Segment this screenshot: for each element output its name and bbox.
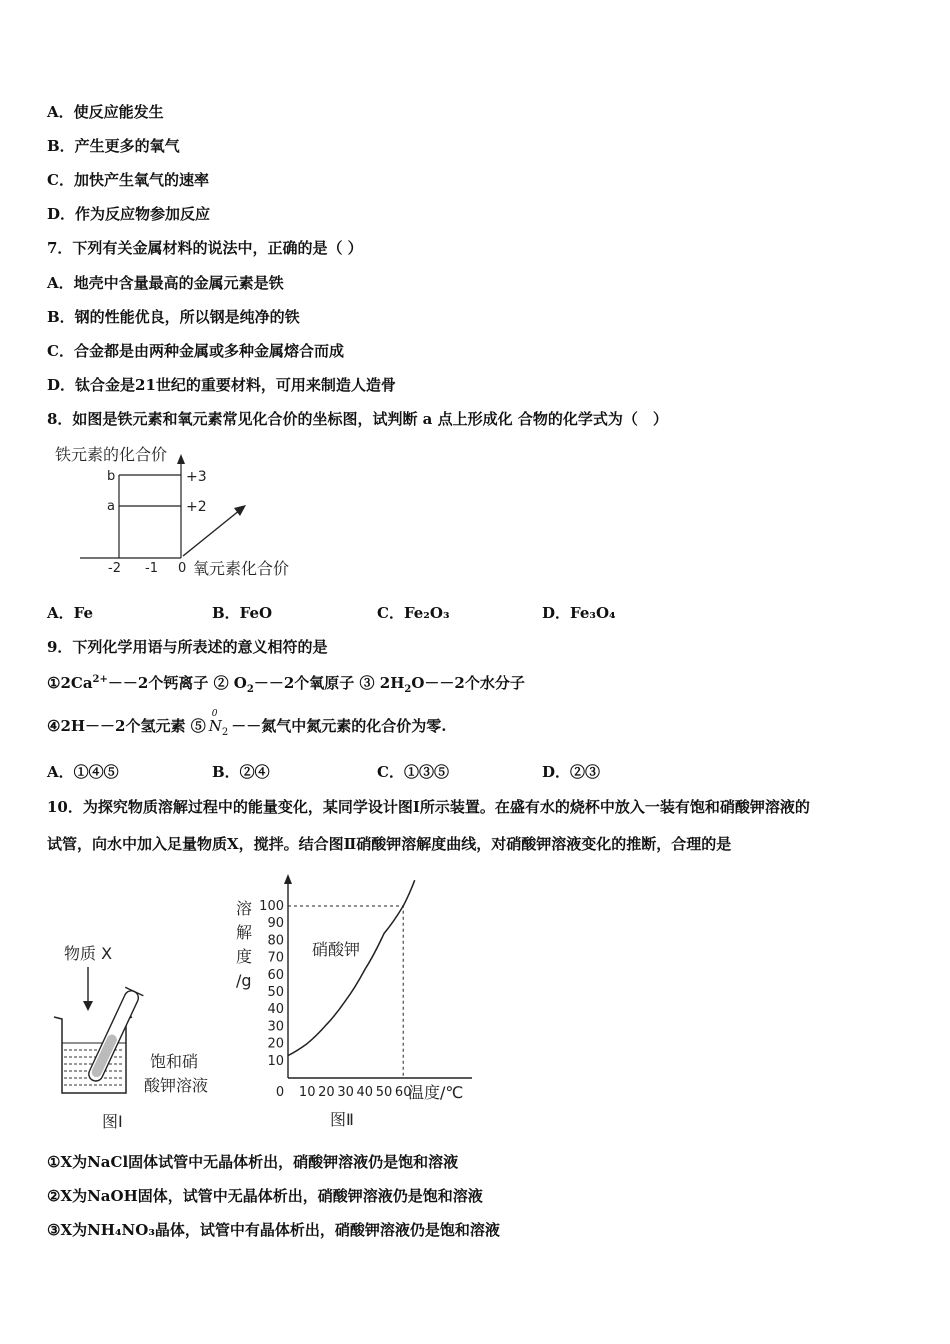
q10-statement-2: ②X为NaOH固体，试管中无晶体析出，硝酸钾溶液仍是饱和溶液 <box>47 1187 483 1205</box>
y-axis-label-char: 溶 <box>236 899 253 918</box>
y-tick-label: 20 <box>267 1036 284 1052</box>
q9-line1 <box>47 670 525 700</box>
q9-option-d: D．②③ <box>542 763 601 781</box>
q6-option-b: B．产生更多的氧气 <box>47 137 180 155</box>
y-tick-label: 100 <box>259 899 284 914</box>
q8-x-tick: -1 <box>145 561 158 576</box>
kno3-solubility-curve <box>288 880 415 1055</box>
q7-option-c: C．合金都是由两种金属或多种金属熔合而成 <box>47 342 344 360</box>
y-tick-label: 70 <box>267 950 284 966</box>
q9-item1: $①2Ca^{2+}--2$个钙离子 <box>47 674 209 692</box>
x-tick-label: 10 <box>298 1085 316 1100</box>
q7-stem: 7．下列有关金属材料的说法中，正确的是（ ） <box>47 239 363 257</box>
q6-option-a: A．使反应能发生 <box>47 103 164 121</box>
q8-x-tick: 0 <box>178 561 187 576</box>
q8-value-plus3: +3 <box>186 469 207 485</box>
x-axis-label: 温度/℃ <box>408 1083 464 1102</box>
q6-option-c: C．加快产生氧气的速率 <box>47 171 209 189</box>
q8-point-a: a <box>107 499 115 514</box>
q10-solution-label-1: 饱和硝 <box>150 1052 199 1071</box>
y-tick-label: 10 <box>267 1053 284 1069</box>
q10-statement-3: ③X为NH₄NO₃晶体，试管中有晶体析出，硝酸钾溶液仍是饱和溶液 <box>47 1221 500 1239</box>
q8-option-b: B．FeO <box>212 604 273 622</box>
q7-option-d: D．钛合金是21世纪的重要材料，可用来制造人造骨 <box>47 376 396 394</box>
y-axis-label-char: 解 <box>236 923 253 942</box>
q8-value-plus2: +2 <box>186 499 207 515</box>
y-tick-label: 80 <box>267 933 284 949</box>
q9-option-c: C．①③⑤ <box>377 763 449 781</box>
q10-solution-label-2: 酸钾溶液 <box>144 1076 209 1095</box>
x-tick-label: 20 <box>318 1085 335 1100</box>
y-tick-label: 30 <box>267 1019 284 1035</box>
q9-line2 <box>47 709 447 743</box>
y-axis-label-char: /g <box>236 971 252 990</box>
q8-valence-figure <box>50 440 310 585</box>
q9-option-b: B．②④ <box>212 763 270 781</box>
q10-fig2-caption: 图Ⅱ <box>330 1110 354 1129</box>
q7-option-a: A．地壳中含量最高的金属元素是铁 <box>47 274 284 292</box>
curve-label: 硝酸钾 <box>312 940 361 959</box>
q8-option-d: D．Fe₃O₄ <box>542 604 616 622</box>
q7-option-b: B．钢的性能优良，所以钢是纯净的铁 <box>47 308 300 326</box>
y-tick-label: 40 <box>267 1002 284 1018</box>
q10-figure-2 <box>232 870 482 1135</box>
q9-option-a: A．①④⑤ <box>47 763 119 781</box>
q10-stem-line1: 10．为探究物质溶解过程中的能量变化，某同学设计图Ⅰ所示装置。在盛有水的烧杯中放入一装有饱和硝酸钾溶液的 <box>47 798 810 816</box>
y-axis-arrow <box>284 874 292 884</box>
q10-stem-line2: 试管，向水中加入足量物质X，搅拌。结合图Ⅱ硝酸钾溶解度曲线，对硝酸钾溶液变化的推断，合理的是 <box>47 835 732 853</box>
q8-option-a: A．Fe <box>47 604 94 622</box>
x-tick-label: 50 <box>375 1085 393 1100</box>
q9-item3: ③ $2H_2O--2$个水分子 <box>359 674 525 695</box>
x-tick-label: 60 <box>394 1085 412 1100</box>
q8-x-tick: -2 <box>108 561 121 576</box>
x-tick-label: 40 <box>356 1085 374 1100</box>
q9-item5: ⑤ 0 $N_2$ －－氮气中氮元素的化合价为零. <box>190 709 447 738</box>
q10-substance-label: 物质 X <box>64 944 113 963</box>
q8-point-b: b <box>107 469 116 484</box>
y-tick-label: 50 <box>267 985 284 1000</box>
q9-item4: ④2H－－2个氢元素 <box>47 717 186 735</box>
y-tick-label: 90 <box>267 916 284 932</box>
q8-stem: 8．如图是铁元素和氧元素常见化合价的坐标图，试判断 a 点上形成化 合物的化学式为（ ） <box>47 410 668 428</box>
q10-fig1-caption: 图Ⅰ <box>102 1112 123 1131</box>
q10-statement-1: ①X为NaCl固体试管中无晶体析出，硝酸钾溶液仍是饱和溶液 <box>47 1153 459 1171</box>
q6-option-d: D．作为反应物参加反应 <box>47 205 211 223</box>
q10-figure-1 <box>48 935 228 1135</box>
q9-item2: ② $O_2--2$个氧原子 <box>213 674 355 695</box>
q8-x-axis-label: 氧元素化合价 <box>193 559 290 578</box>
y-tick-label: 60 <box>267 967 284 983</box>
q8-option-c: C．Fe₂O₃ <box>377 604 450 622</box>
q8-y-axis-label: 铁元素的化合价 <box>55 445 168 464</box>
x-tick-label: 0 <box>275 1085 285 1100</box>
x-tick-label: 30 <box>337 1085 354 1100</box>
q9-stem: 9．下列化学用语与所表述的意义相符的是 <box>47 638 328 656</box>
y-axis-label-char: 度 <box>236 947 253 966</box>
